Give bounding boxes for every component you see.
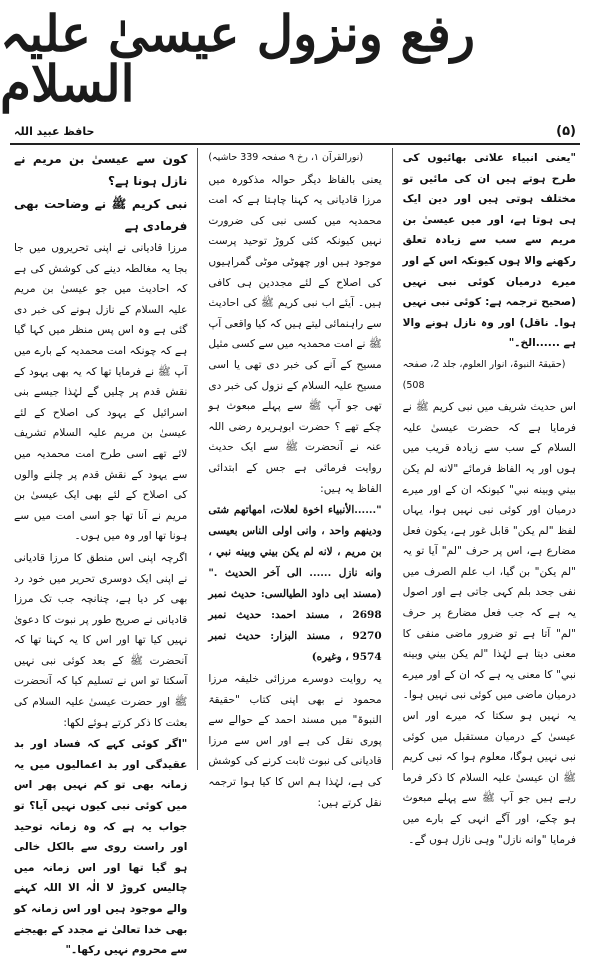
paragraph: مرزا قادیانی نے اپنی تحریروں میں جا بجا یہ مغالطہ دینے کی کوشش کی ہے کہ احادیث میں جو عیسیٰ بن مریم علیہ السلام کے نازل ہونے کی خبر دی گئی ہے وہ اس پس منظر میں کہا گیا ہے کہ چونکہ امت محمدیہ کے بارے میں آپ ﷺ نے فرمایا تھا کہ یہ بھی یہود کے نقش قدم پر چلیں گے لہٰذا جیسے بنی اسرائیل کے یہود کی اصلاح کے لئے عیسیٰ بن مریم علیہ السلام تشریف لائے تھے اسی طرح امت محمدیہ میں سے یہود کے نقش قدم پر چلنے والوں کی اصلاح کے لئے بھی ایک عیسیٰ بن مریم نے آنا تھا جو اسی امت میں سے ہونا تھا اور وہ میں ہوں۔ xyxy=(14,242,188,543)
page-number: (۵) xyxy=(556,123,576,139)
paragraph: اگرچہ اپنی اس منطق کا مرزا قادیانی نے اپنی ایک دوسری تحریر میں خود رد بھی کر دیا ہے، چنانچہ جب تک مرزا قادیانی نے صریح طور پر نبوت کا دعویٰ نہیں کیا تھا اور اس کا یہ کہنا تھا کہ آنحضرت ﷺ کے بعد کوئی نبی نہیں آسکتا تو اس نے تسلیم کیا کہ آنحضرت ﷺ اور حضرت عیسیٰ علیہ السلام کی بعثت کا ذکر کرتے ہوئے لکھا: xyxy=(14,551,188,729)
header-rule xyxy=(10,143,580,145)
quotation: "یعنی انبیاء علاتی بھائیوں کی طرح ہوتے ہیں ان کی مائیں تو مختلف ہوتی ہیں اور دین ایک ہی ہوتا ہے، اور میں عیسیٰ بن مریم سے سب سے زیادہ تعلق رکھنے والا ہوں کیونکہ اس کے اور میرے درمیان کوئی نبی نہیں (صحیح ترجمہ ہے: کوئی نبی نہیں ہوا۔ ناقل) اور وہ نازل ہونے والا ہے ......الخ۔" xyxy=(402,152,576,350)
column-divider xyxy=(197,148,198,770)
column-left xyxy=(399,148,580,846)
heading-secondary: نبی کریم ﷺ نے وضاحت بھی فرمادی ہے xyxy=(14,197,188,233)
paragraph: یہ روایت دوسرے مرزائی خلیفہ مرزا محمود نے بھی اپنی کتاب "حقیقۃ النبوۃ" میں مسند احمد کے حوالے سے پوری نقل کی ہے اور اس سے مرزا قادیانی کی نبوت ثابت کرنے کی کوشش کی ہے، لہٰذا ہم اس کا کیا ہوا ترجمہ نقل کرتے ہیں: xyxy=(208,673,382,809)
column-right xyxy=(10,148,191,957)
reference: (نورالقرآن ۱، رخ ۹ صفحہ 339 حاشیہ) xyxy=(208,152,364,163)
paragraph: اس حدیث شریف میں نبی کریم ﷺ نے فرمایا ہے کہ حضرت عیسیٰ علیہ السلام کے سب سے زیادہ قریب میں ہوں اور یہ الفاظ فرمائے "لانه لم يكن بيني وبينه نبي" کیونکہ ان کے اور میرے درمیان اور کوئی نبی نہیں ہوا، یہاں لفظ "لم یکن" قابل غور ہے، یکون فعل مضارع ہے، اس پر حرف "لم" آیا تو یہ "لم یکن" بن گیا، اب علم الصرف میں نفی جحد بلم کہی جاتی ہے اور اصول یہ ہے کہ جب فعل مضارع پر حرف "لم" آتا ہے تو ضرور ماضی منفی کا معنی دیتا ہے لہٰذا "لم يكن بيني وبينه نبي" کا معنی یہ ہے کہ ان کے اور میرے درمیان ماضی میں کوئی نبی نہیں ہوا۔ یہ نہیں ہو سکتا کہ میرے اور اس عیسیٰ کے درمیان مستقبل میں کوئی نبی نہیں ہوگا، معلوم ہوا کہ نبی کریم ﷺ ان عیسیٰ علیہ السلام کا ذکر فرما رہے ہیں جو آپ ﷺ سے پہلے مبعوث ہو چکے، اور آگے انہی کے بارے میں فرمایا "وانه نازل" وہی نازل ہوں گے۔ xyxy=(402,401,576,846)
quotation: "اگر کوئی کہے کہ فساد اور بد عقیدگی اور بد اعمالیوں میں یہ زمانہ بھی تو کم نہیں پھر اس میں کوئی نبی کیوں نہیں آیا؟ تو جواب یہ ہے کہ وہ زمانہ توحید اور راست روی سے بالکل خالی ہو گیا تھا اور اس زمانہ میں چالیس کروڑ لا الٰہ الا اللہ کہنے والے موجود ہیں اور اس زمانہ کو بھی خدا تعالیٰ نے مجدد کے بھیجنے سے محروم نہیں رکھا۔" xyxy=(14,738,188,957)
column-divider xyxy=(392,148,393,770)
column-middle xyxy=(204,148,385,809)
paragraph: یعنی بالفاظ دیگر حوالہ مذکورہ میں مرزا قادیانی یہ کہنا چاہتا ہے کہ امت محمدیہ میں کسی نبی کی ضرورت نہیں کیونکہ کئی کروڑ توحید پرست موجود ہیں اور چھوٹی موٹی گمراہیوں کی اصلاح کے لئے مجددین ہی کافی ہیں۔ آیئے اب نبی کریم ﷺ کی احادیث سے راہنمائی لیتے ہیں کہ کیا واقعی آپ ﷺ نے امت محمدیہ میں سے کسی مثیل مسیح کے آنے کی خبر دی تھی یا اسی مسیح علیہ السلام کے نزول کی خبر دی تھی جو آپ ﷺ سے پہلے مبعوث ہو چکے تھے ؟ حضرت ابوہریرہ رضی اللہ عنہ نے آنحضرت ﷺ سے ایک حدیث روایت فرمائی ہے جس کے ابتدائی الفاظ یہ ہیں: xyxy=(208,173,382,495)
heading-primary: کون سے عیسیٰ بن مریم نے نازل ہونا ہے؟ xyxy=(14,152,188,188)
arabic-hadith: "......الأنبياء اخوة لعلات، امهاتهم شتى ودينهم واحد ، وانى اولى الناس بعيسى بن مريم ، لانه لم يكن بيني وبينه نبي ، وانه نازل ...... الى آخر الحديث ." (مسند ابى داود الطيالسى: حديث نمبر 2698 ، مسند احمد: حديث نمبر 9270 ، مسند البزار: حديث نمبر 9574 ، وغيره) xyxy=(208,504,382,664)
header-row xyxy=(14,120,576,142)
banner-title: رفع ونزول عیسیٰ علیہ السلام xyxy=(0,4,475,113)
banner xyxy=(0,0,590,118)
reference: (حقیقۃ النبوۃ، انوار العلوم، جلد 2، صفحہ 508) xyxy=(402,358,566,391)
author-name: حافظ عبید اللہ xyxy=(14,124,95,138)
article-columns xyxy=(10,148,580,957)
